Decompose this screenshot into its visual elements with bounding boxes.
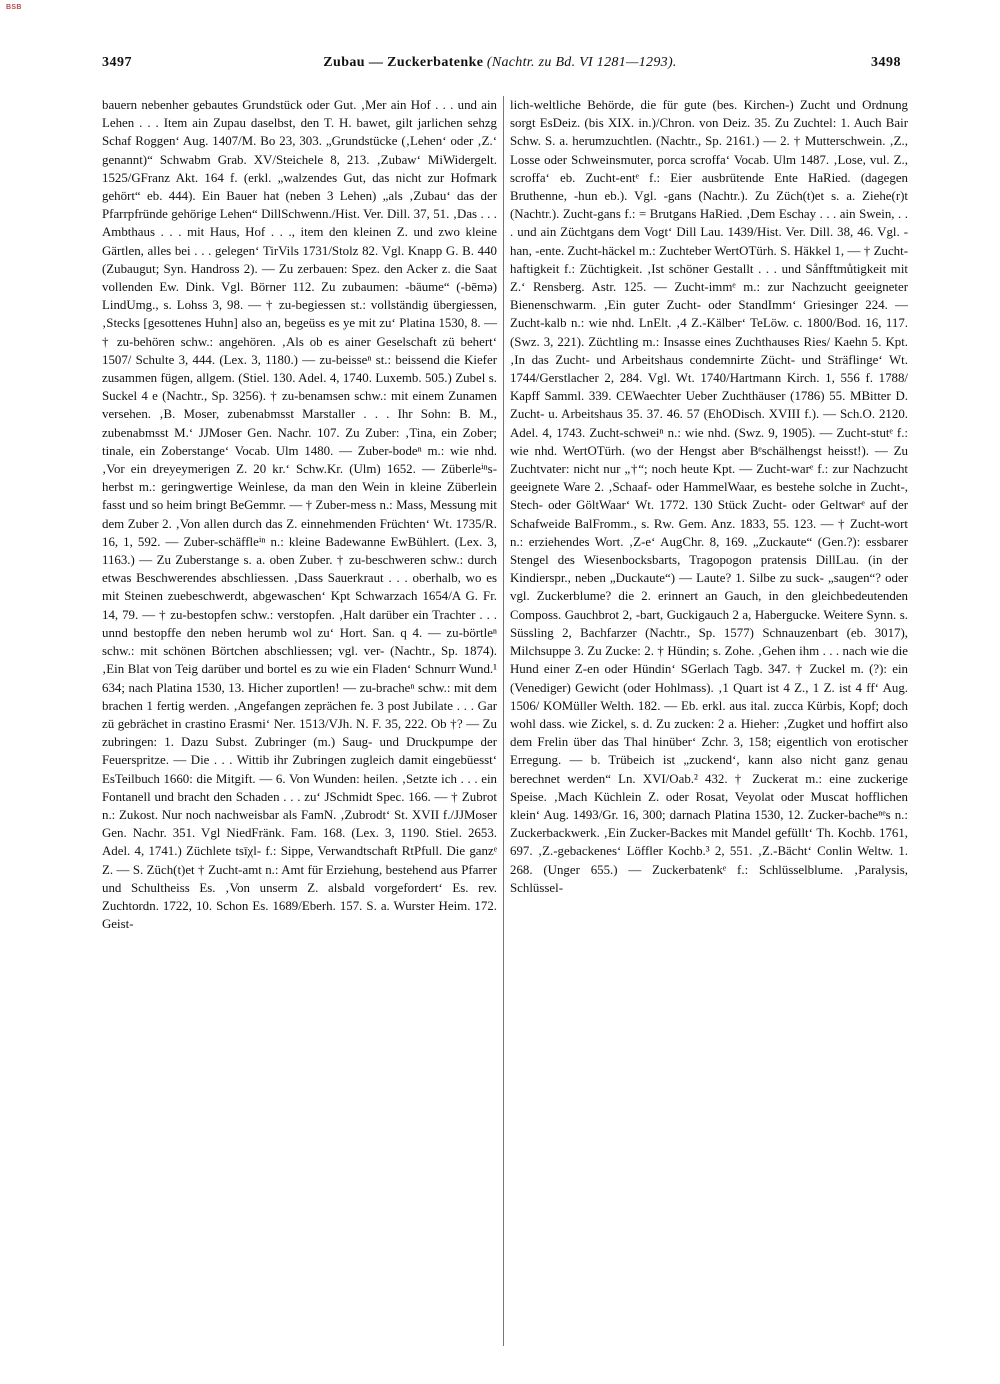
running-header [0,55,1000,71]
column-divider [503,96,504,1346]
page-number-left: 3497 [102,55,132,70]
header-subtitle: (Nachtr. zu Bd. VI 1281—1293). [486,55,677,70]
left-column-text: bauern nebenher gebautes Grundstück oder Gut. ‚Mer ain Hof . . . und ain Lehen . . . Item ain Zupau daselbst, den T. H. bawet, gilt jarlichen sehzg Schaf Roggen‘ Aug. 1407/M. Bo 23, 303. „Grundstücke (‚Lehen‘ oder ‚Z.‘ genannt)“ Schwabm Grab. XV/Steichele 8, 213. ‚Zubaw‘ MiWidergelt. 1525/GFranz Akt. 164 f. (erkl. „walzendes Gut, das nicht zur Hofmark gehört“ eb. 444). Ein Bauer hat (neben 3 Lehen) „als ‚Zubau‘ das der Pfarrpfründe gehörige Lehen“ DillSchwenn./Hist. Ver. Dill. 37, 51. ‚Das . . . Ambthaus . . . mit Haus, Hof . . ., item den kleinen Z. und zwo kleine Gärtlen, alles bei . . . gelegen‘ TirVils 1731/Stolz 82. Vgl. Knapp G. B. 440 (Zubaugut; Syn. Handross 2). — Zu zerbauen: Spez. den Acker z. die Saat vollenden Ew. Dink. Vgl. Börner 112. Zu zubaumen: -bäume“ (-bēmə) LindUmg., s. Lohss 3, 98. — † zu-begiessen st.: vollständig übergiessen, ‚Stecks [gesottenes Huhn] also an, begeüss es ye mit zu‘ Platina 1530, 8. — † zu-behören schw.: angehören. ‚Als ob es ainer Geselschaft zü behert‘ 1507/ Schulte 3, 444. (Lex. 3, 1180.) — zu-beisseⁿ st.: beissend die Kiefer zusammen fügen, allgem. (Stiel. 130. Adel. 4, 1740. Luxemb. 505.) Zubel s. Suckel 4 e (Nachtr., Sp. 3256). † zu-benamsen schw.: mit einem Zunamen versehen. ‚B. Moser, zubenabmsst Marstaller . . . Ihr Sohn: B. M., zubenabmsst M.‘ JJMoser Gen. Nachr. 107. Zu Zuber: ‚Tina, ein Zober; tinale, ein Zoberstange‘ Vocab. Ulm 1480. — Zuber-bodeⁿ m.: wie nhd. ‚Vor ein dreyeymerigen Z. 20 kr.‘ Schw.Kr. (Ulm) 1652. — Züberleⁱⁿs-herbst m.: geringwertige Weinlese, da man den Wein in kleine Züberlein fasst und so heim bringt BeGemmr. — † Zuber-mess n.: Mass, Messung mit dem Zuber 2. ‚Von allen durch das Z. einnehmenden Früchten‘ Wt. 1735/R. 16, 1, 592. — Zuber-schäffleⁱⁿ n.: kleine Badewanne EwBühlert. (Lex. 3, 1163.) — Zu Zuberstange s. a. oben Zuber. † zu-beschweren schw.: durch etwas Beschwerendes abschliessen. ‚Dass Sauerkraut . . . oberhalb, wo es mit Steinen zuebeschwerdt, abgewaschen‘ Kpt Schwarzach 1654/A G. Fr. 14, 79. — † zu-bestopfen schw.: verstopfen. ‚Halt darüber ein Trachter . . . unnd bestopffe den neben herumb wol zu‘ Hort. San. q 4. — zu-börtleⁿ schw.: mit schönen Börtchen abschliessen; vgl. ver- (Nachtr., Sp. 1874). ‚Ein Blat von Teig darüber und bortel es zu wie ein Fladen‘ Schnurr Wund.¹ 634; nach Platina 1530, 13. Hicher zuportlen! — zu-bracheⁿ schw.: mit dem brachen 1 fertig werden. ‚Angefangen zeprächen fe. 3 post Jubilate . . . Gar zü gebrächet in crastino Erasmi‘ Ner. 1513/VJh. N. F. 35, 222. Ob †? — Zu zubringen: 1. Dazu Subst. Zubringer (m.) Saug- und Druckpumpe der Feuerspritze. — Die . . . Wittib ihr Zubringen zugleich damit eingebüesst‘ EsTeilbuch 1660: die Mitgift. — 6. Von Wunden: heilen. ‚Setzte ich . . . ein Fontanell und bracht den Schaden . . . zu‘ JSchmidt Spec. 166. — † Zubrot n.: Zukost. Nur noch nachweisbar als FamN. ‚Zubrodt‘ St. XVII f./JJMoser Gen. Nachr. 351. Vgl NiedFränk. Fam. 168. (Lex. 3, 1190. Stiel. 2653. Adel. 4, 1741.) Züchlete tsīχl- f.: Sippe, Verwandtschaft RtPfull. Die ganzᵉ Z. — S. Züch(t)et † Zucht-amt n.: Amt für Erziehung, bestehend aus Pfarrer und Schultheiss Es. ‚Von unserm Z. alsbald vorgefordert‘ Es. rev. Zuchtordn. 1722, 10. Schon Es. 1689/Eberh. 157. S. a. Wurster Heim. 172. Geist- [102,98,497,932]
right-column-text: lich-weltliche Behörde, die für gute (bes. Kirchen-) Zucht und Ordnung sorgt EsDeiz. (bis XIX. in.)/Chron. von Deiz. 35. Zu Zuchtel: 1. Auch Bair Schw. S. a. herumzuchtlen. (Nachtr., Sp. 2161.) — 2. † Mutterschwein. ‚Z., Losse oder Schweinsmuter, porca scroffa‘ Vocab. Ulm 1487. ‚Lose, vul. Z., scroffa‘ eb. Zucht-entᵉ f.: Eier ausbrütende Ente HaRied. (dagegen Bruthenne, -hun eb.). Vgl. -gans (Nachtr.). Zu Züch(t)et s. a. Ziehe(r)t (Nachtr.). Zucht-gans f.: = Brutgans HaRied. ‚Dem Eschay . . . ain Swein, . . . und ain Züchtgans dem Vogt‘ Dill Lau. 1439/Hist. Ver. Dill. 38, 46. Vgl. -han, -ente. Zucht-häckel m.: Zuchteber WertOTürh. S. Häkkel 1, — † Zucht-haftigkeit f.: Züchtigkeit. ‚Ist schöner Gestallt . . . und Sånfftmůtigkeit mit Z.‘ Rensberg. Astr. 125. — Zucht-immᵉ m.: zur Nachzucht geeigneter Bienenschwarm. ‚Ein guter Zucht- oder StandImm‘ Griesinger 224. — Zucht-kalb n.: wie nhd. LnElt. ‚4 Z.-Kälber‘ TeLöw. c. 1800/Bod. 16, 117. (Swz. 3, 221). Züchtling m.: Insasse eines Zuchthauses Ries/ Kaehn 5. Kpt. ‚In das Zucht- und Arbeitshaus condemnirte Zücht- und Sträflinge‘ Wt. 1744/Gerstlacher 2, 284. Vgl. Wt. 1740/Hartmann Kirch. 1, 556 f. 1788/ Kapff Samml. 339. CEWaechter Ueber Zuchthäuser (1786) 55. MBitter D. Zucht- u. Arbeitshaus 35. 37. 46. 57 (EhODisch. XVIII f.). — Sch.O. 2120. Adel. 4, 1743. Zucht-schweiⁿ n.: wie nhd. (Swz. 9, 1905). — Zucht-stutᵉ f.: wie nhd. WertOTürh. (wo der Hengst aber Bᵉschälhengst heisst!). — Zu Zuchtvater: nicht nur „†“; noch heute Kpt. — Zucht-warᵉ f.: zur Nachzucht geeignete Ware 2. ‚Schaaf- oder HammelWaar, es bestehe solche in Zucht-, Stech- oder GöltWaar‘ Wt. 1772. 130 Stück Zucht- oder Geltwarᵉ auf der Schafweide BalFromm., s. Rw. Gem. Anz. 1833, 55. 123. — † Zucht-wort n.: erziehendes Wort. ‚Z-e‘ AugChr. 8, 169. „Zuckaute“ (Gen.?): essbarer Stengel des Wiesenbocksbarts, Tragopogon pratensis DillLau. (in der Kindierspr., neben „Duckaute“) — Laute? 1. Silbe zu suck- „saugen“? oder vgl. Zuckerblume? die 2. erinnert an Gauch, in den gleichbedeutenden Composs. Gauchbrot 2, -bart, Guckigauch 2 a, Habergucke. Weitere Synn. s. Süssling 2, Bachfarzer (Nachtr., Sp. 1577) Schnauzenbart (eb. 3017), Milchsuppe 3. Zu Zucke: 2. † Hündin; s. Zohe. ‚Gehen ihm . . . nach wie die Hund einer Z-en oder Hündin‘ SGerlach Tagb. 347. † Zuckel m. (?): ein (Venediger) Gewicht (oder Hohlmass). ‚1 Quart ist 4 Z., 1 Z. ist 4 ff‘ Aug. 1506/ KOMüller Welth. 182. — Eb. erkl. aus ital. zucca Kürbis, Kopf; doch wohl dass. wie Zickel, s. d. Zu zucken: 2 a. Hieher: ‚Zugket und hoffirt also dem Frelin über das Thal hinüber‘ Zchr. 3, 158; eigentlich von erotischer Erregung. — b. Trübeich ist „zuckend‘, kann also nicht ganz genau berechnet werden“ Ln. XVI/Oab.² 432. † Zuckerat m.: eine zuckerige Speise. ‚Mach Küchlein Z. oder Rosat, Veyolat oder Muscat hofflichen klein‘ Aug. 1493/Gr. 16, 300; darnach Platina 1530, 12. Zucker-bacheⁿᵉs n.: Zuckerbackwerk. ‚Ein Zucker-Backes mit Mandel gefüllt‘ Th. Kochb. 1761, 697. ‚Z.-gebackenes‘ Löffler Kochb.³ 2, 551. ‚Z.-Bächt‘ Conlin Weltw. 1. 268. (Unger 655.) — Zuckerbatenkᵉ f.: Schlüsselblume. ‚Paralysis, Schlüssel- [510,98,908,895]
page-number-right: 3498 [871,55,901,70]
left-column [102,96,497,1366]
right-column [510,96,908,1366]
library-watermark: BSB [6,4,22,11]
header-title: Zubau — Zuckerbatenke [323,55,484,70]
